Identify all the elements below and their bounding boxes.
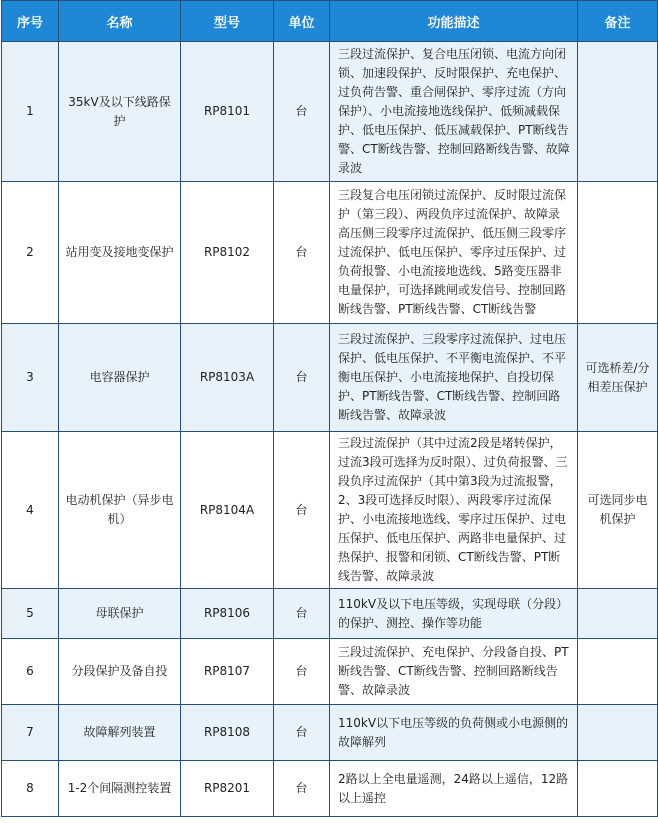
cell-description: 三段过流保护、复合电压闭锁、电流方向闭锁、加速段保护、反时限保护、充电保护、过负荷告警、重合闸保护、零序过流（方向保护）、小电流接地选线保护、低频减载保护、低电压保护、低压减载保护、PT断线告警、CT断线告警、控制回路断线告警、故障录波 — [330, 42, 578, 182]
header-description: 功能描述 — [330, 1, 578, 42]
cell-description: 三段过流保护、充电保护、分段备自投、PT断线告警、CT断线告警、控制回路断线告警、故障录波 — [330, 639, 578, 705]
cell-unit: 台 — [274, 182, 330, 324]
cell-unit: 台 — [274, 639, 330, 705]
cell-note: 可选同步电机保护 — [578, 432, 658, 589]
cell-unit: 台 — [274, 589, 330, 639]
table-row — [2, 761, 658, 817]
cell-unit: 台 — [274, 705, 330, 761]
cell-index: 2 — [2, 182, 59, 324]
cell-model: RP8201 — [181, 761, 274, 817]
cell-name: 故障解列装置 — [59, 705, 181, 761]
cell-index: 5 — [2, 589, 59, 639]
table-row — [2, 432, 658, 589]
cell-unit: 台 — [274, 42, 330, 182]
table-row — [2, 589, 658, 639]
cell-name: 站用变及接地变保护 — [59, 182, 181, 324]
cell-description: 110kV以下电压等级的负荷侧或小电源侧的故障解列 — [330, 705, 578, 761]
cell-model: RP8107 — [181, 639, 274, 705]
header-note: 备注 — [578, 1, 658, 42]
cell-note — [578, 182, 658, 324]
cell-model: RP8102 — [181, 182, 274, 324]
cell-index: 8 — [2, 761, 59, 817]
cell-name: 电容器保护 — [59, 324, 181, 432]
cell-description: 三段复合电压闭锁过流保护、反时限过流保护（第三段）、两段负序过流保护、故障录高压侧三段零序过流保护、低压侧三段零序过流保护、低电压保护、零序过压保护、过负荷报警、小电流接地选线、5路变压器非电量保护，可选择跳闸或发信号、控制回路断线告警、PT断线告警、CT断线告警 — [330, 182, 578, 324]
cell-name: 35kV及以下线路保护 — [59, 42, 181, 182]
table-row — [2, 42, 658, 182]
header-row — [2, 1, 658, 42]
cell-name: 电动机保护（异步电机） — [59, 432, 181, 589]
table-row — [2, 324, 658, 432]
table-row — [2, 182, 658, 324]
cell-note — [578, 589, 658, 639]
cell-unit: 台 — [274, 761, 330, 817]
cell-note — [578, 639, 658, 705]
cell-model: RP8104A — [181, 432, 274, 589]
product-table — [1, 0, 658, 817]
cell-name: 1-2个间隔测控装置 — [59, 761, 181, 817]
cell-index: 7 — [2, 705, 59, 761]
cell-model: RP8101 — [181, 42, 274, 182]
cell-index: 4 — [2, 432, 59, 589]
cell-description: 110kV及以下电压等级，实现母联（分段）的保护、测控、操作等功能 — [330, 589, 578, 639]
cell-model: RP8103A — [181, 324, 274, 432]
table-row — [2, 639, 658, 705]
table-row — [2, 705, 658, 761]
cell-description: 三段过流保护、三段零序过流保护、过电压保护、低电压保护、不平衡电流保护、不平衡电压保护、小电流接地保护、自投切保护、PT断线告警、CT断线告警、控制回路断线告警、故障录波 — [330, 324, 578, 432]
cell-note — [578, 42, 658, 182]
cell-index: 1 — [2, 42, 59, 182]
cell-unit: 台 — [274, 432, 330, 589]
cell-index: 3 — [2, 324, 59, 432]
cell-description: 2路以上全电量遥测，24路以上遥信，12路以上遥控 — [330, 761, 578, 817]
cell-note — [578, 705, 658, 761]
cell-note: 可选桥差/分相差压保护 — [578, 324, 658, 432]
cell-index: 6 — [2, 639, 59, 705]
cell-unit: 台 — [274, 324, 330, 432]
cell-name: 母联保护 — [59, 589, 181, 639]
header-unit: 单位 — [274, 1, 330, 42]
header-model: 型号 — [181, 1, 274, 42]
cell-model: RP8108 — [181, 705, 274, 761]
cell-name: 分段保护及备自投 — [59, 639, 181, 705]
header-index: 序号 — [2, 1, 59, 42]
header-name: 名称 — [59, 1, 181, 42]
cell-description: 三段过流保护（其中过流2段是堵转保护，过流3段可选择为反时限）、过负荷报警、三段负序过流保护（其中第3段为过流报警，2、3段可选择反时限）、两段零序过流保护、小电流接地选线、零序过压保护、过电压保护、低电压保护、两路非电量保护、过热保护、报警和闭锁、CT断线告警、PT断线告警、故障录波 — [330, 432, 578, 589]
cell-note — [578, 761, 658, 817]
cell-model: RP8106 — [181, 589, 274, 639]
